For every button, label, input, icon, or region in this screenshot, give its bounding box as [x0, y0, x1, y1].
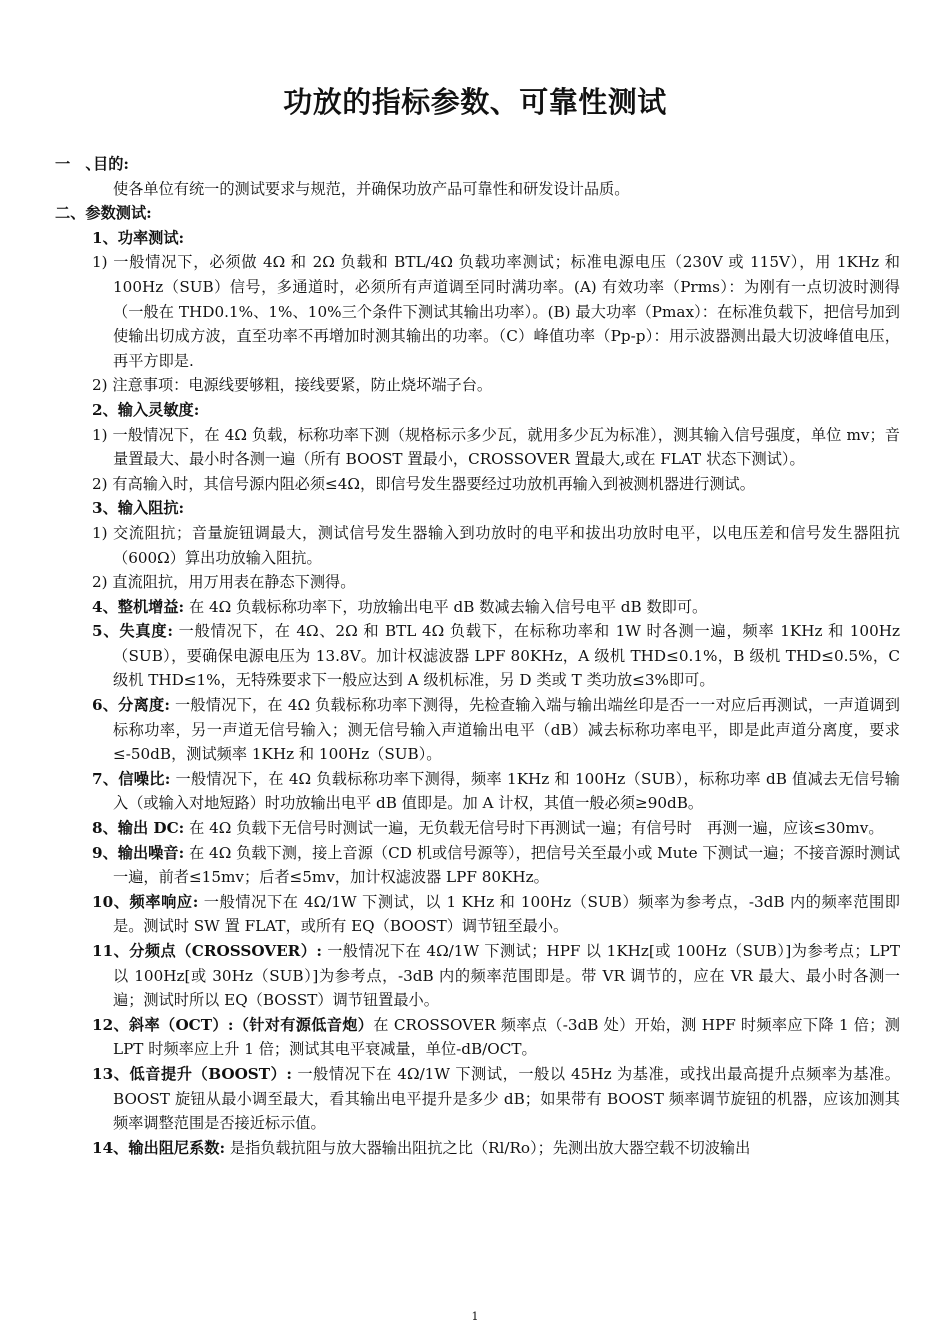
- distortion-text: 一般情况下，在 4Ω、2Ω 和 BTL 4Ω 负载下，在标称功率和 1W 时各测一遍，频率 1KHz 和 100Hz（SUB），要确保电源电压为 13.8V。加计权滤波器 LPF 80KHz，A 级机 THD≤0.1%，B 级机 THD≤0.5%，C 级机 THD≤1%，无特殊要求下一般应达到 A 级机标准，另 D 类或 T 类功放≤3%即可。: [113, 622, 900, 690]
- bass-boost-paragraph: [55, 1062, 900, 1136]
- output-dc-label: 8、输出 DC:: [92, 819, 185, 838]
- input-impedance-item-1: 1) 交流阻抗；音量旋钮调最大，测试信号发生器输入到功放时的电平和拔出功放时电平，以电压差和信号发生器阻抗（600Ω）算出功放输入阻抗。: [92, 523, 900, 567]
- section-number: 一 、: [55, 155, 101, 173]
- gain-text: 在 4Ω 负载标称功率下，功放输出电平 dB 数减去输入信号电平 dB 数即可。: [184, 597, 708, 616]
- section-purpose-body: 使各单位有统一的测试要求与规范，并确保功放产品可靠性和研发设计品质。: [113, 179, 630, 198]
- output-noise-label: 9、输出噪音:: [92, 843, 185, 862]
- document-body: [55, 152, 900, 1160]
- page-number: 1: [471, 1310, 479, 1323]
- bass-boost-text: 一般情况下在 4Ω/1W 下测试，一般以 45Hz 为基准，或找出最高提升点频率为基准。BOOST 旋钮从最小调至最大，看其输出电平提升是多少 dB；如果带有 BOOST 频率调节旋钮的机器，应该加测其频率调整范围是否接近标示值。: [113, 1064, 900, 1133]
- input-impedance-item-2: 2) 直流阻抗，用万用表在静态下测得。: [92, 573, 356, 592]
- distortion-label: 5、失真度:: [92, 622, 174, 641]
- input-sensitivity-heading: 2、输入灵敏度:: [92, 400, 200, 419]
- section-number: 二、: [55, 204, 86, 223]
- frequency-response-label: 10、频率响应:: [92, 892, 199, 911]
- gain-paragraph: [55, 595, 900, 620]
- input-sensitivity-item-1: 1) 一般情况下，在 4Ω 负载，标称功率下测（规格标示多少瓦，就用多少瓦为标准），测其输入信号强度，单位 mv；音量置最大、最小时各测一遍（所有 BOOST 置最小，CROSSOVER 置最大,或在 FLAT 状态下测试）。: [92, 425, 900, 469]
- slope-text: 在 CROSSOVER 频率点（-3dB 处）开始，测 HPF 时频率应下降 1 倍；测 LPT 时频率应上升 1 倍；测试其电平衰减量，单位-dB/OCT。: [113, 1015, 900, 1059]
- bass-boost-label: 13、低音提升（BOOST）:: [92, 1064, 292, 1083]
- damping-factor-text: 是指负载抗阻与放大器输出阻抗之比（Rl/Ro）；先测出放大器空载不切波输出: [225, 1138, 751, 1157]
- section-title: 目的:: [93, 155, 129, 173]
- crossover-label: 11、分频点（CROSSOVER）:: [92, 942, 322, 960]
- snr-paragraph: [55, 767, 900, 816]
- input-impedance-heading: 3、输入阻抗:: [92, 499, 185, 518]
- snr-label: 7、信噪比:: [92, 769, 171, 788]
- crossover-paragraph: [55, 939, 900, 1013]
- document-title: 功放的指标参数、可靠性测试: [283, 85, 667, 119]
- section-params-heading: [55, 201, 900, 226]
- output-dc-paragraph: [55, 816, 900, 841]
- output-noise-text: 在 4Ω 负载下测，接上音源（CD 机或信号源等），把信号关至最小或 Mute 下测试一遍；不接音源时测试一遍，前者≤15mv；后者≤5mv，加计权滤波器 LPF 80KHz。: [113, 843, 900, 887]
- output-noise-paragraph: [55, 841, 900, 890]
- frequency-response-text: 一般情况下在 4Ω/1W 下测试，以 1 KHz 和 100Hz（SUB）频率为参考点，-3dB 内的频率范围即是。测试时 SW 置 FLAT，或所有 EQ（BOOST）调节钮至最小。: [113, 892, 900, 936]
- snr-text: 一般情况下，在 4Ω 负载标称功率下测得，频率 1KHz 和 100Hz（SUB），标称功率 dB 值减去无信号输入（或输入对地短路）时功放输出电平 dB 值即是。加 A 计权，其值一般必须≥90dB。: [113, 769, 900, 813]
- damping-factor-label: 14、输出阻尼系数:: [92, 1138, 226, 1157]
- separation-text: 一般情况下，在 4Ω 负载标称功率下测得，先检查输入端与输出端丝印是否一一对应后再测试，一声道调到标称功率，另一声道无信号输入；测无信号输入声道输出电平（dB）减去标称功率电平，即是此声道分离度，要求≤-50dB，测试频率 1KHz 和 100Hz（SUB）。: [113, 696, 900, 764]
- frequency-response-paragraph: [55, 890, 900, 939]
- input-sensitivity-item-2: 2) 有高输入时，其信号源内阻必须≤4Ω，即信号发生器要经过功放机再输入到被测机器进行测试。: [92, 474, 755, 493]
- separation-label: 6、分离度:: [92, 696, 170, 715]
- section-purpose-heading: [55, 152, 900, 177]
- power-test-item-1: 1) 一般情况下，必须做 4Ω 和 2Ω 负载和 BTL/4Ω 负载功率测试；标准电源电压（230V 或 115V），用 1KHz 和 100Hz（SUB）信号，多通道时，必须所有声道调至同时满功率。(A) 有效功率（Prms）：为刚有一点切波时测得（一般在 THD0.1%、1%、10%三个条件下测试其输出功率）。(B) 最大功率（Pmax）：在标准负载下，把信号加到使输出切成方波，直至功率不再增加时测其输出的功率。（C）峰值功率（Pp-p）：用示波器测出最大切波峰值电压，再平方即是.: [92, 253, 900, 370]
- power-test-heading: 1、功率测试:: [92, 228, 185, 247]
- output-dc-text: 在 4Ω 负载下无信号时测试一遍，无负载无信号时下再测试一遍；有信号时 再测一遍，应该≤30mv。: [184, 819, 884, 838]
- section-title: 参数测试:: [85, 204, 152, 223]
- power-test-item-2: 2) 注意事项：电源线要够粗，接线要紧，防止烧坏端子台。: [92, 376, 493, 395]
- gain-label: 4、整机增益:: [92, 597, 185, 616]
- crossover-text: 一般情况下在 4Ω/1W 下测试；HPF 以 1KHz[或 100Hz（SUB）]为参考点；LPT 以 100Hz[或 30Hz（SUB）]为参考点，-3dB 内的频率范围即是。带 VR 调节的，应在 VR 最大、最小时各测一遍；测试时所以 EQ（BOSST）调节钮置最小。: [113, 942, 900, 1010]
- separation-paragraph: [55, 693, 900, 767]
- distortion-paragraph: [55, 619, 900, 693]
- slope-label: 12、斜率（OCT）:（针对有源低音炮）: [92, 1015, 374, 1034]
- slope-paragraph: [55, 1013, 900, 1062]
- damping-factor-paragraph: [55, 1136, 900, 1161]
